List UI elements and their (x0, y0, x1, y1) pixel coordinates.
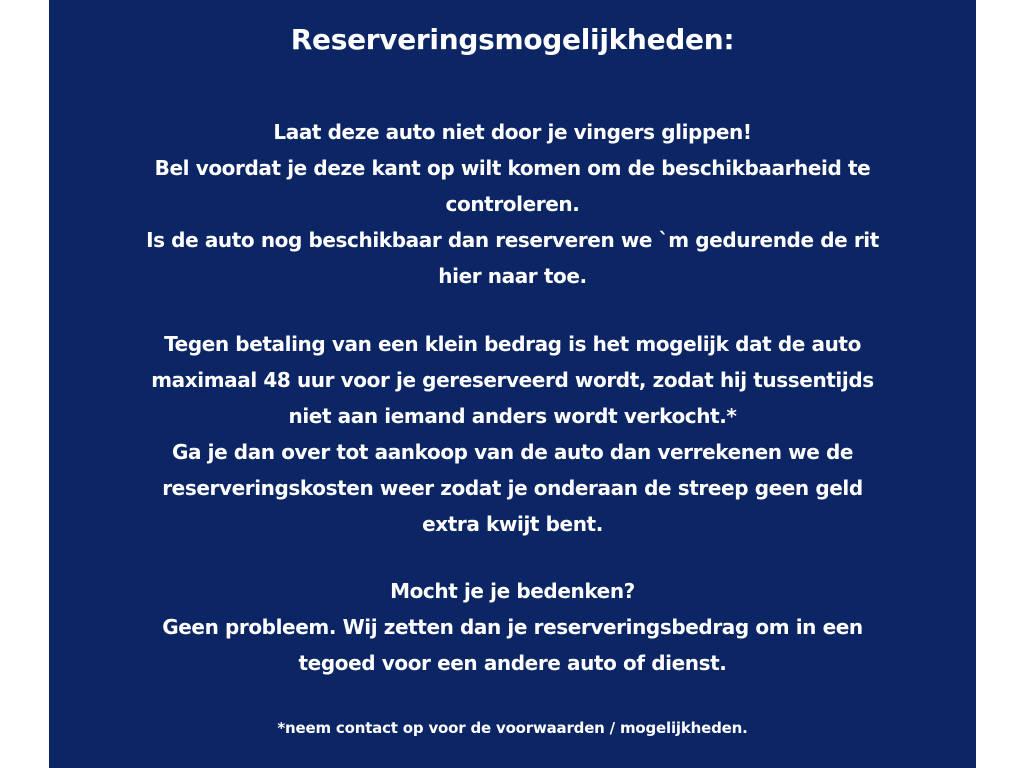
reservation-fee-paragraph (89, 326, 936, 542)
text-line: extra kwijt bent. (422, 512, 603, 536)
text-line: maximaal 48 uur voor je gereserveerd wordt, zodat hij tussentijds (151, 368, 874, 392)
text-line: Laat deze auto niet door je vingers glippen! (273, 120, 752, 144)
footnote: *neem contact op voor de voorwaarden / mogelijkheden. (277, 719, 748, 737)
change-of-mind-paragraph (89, 573, 936, 681)
text-line: niet aan iemand anders wordt verkocht.* (288, 404, 737, 428)
text-line: Bel voordat je deze kant op wilt komen om de beschikbaarheid te (154, 156, 871, 180)
text-line: Tegen betaling van een klein bedrag is het mogelijk dat de auto (164, 332, 861, 356)
text-line: hier naar toe. (438, 264, 587, 288)
text-line: Mocht je je bedenken? (390, 579, 635, 603)
availability-paragraph (89, 114, 936, 294)
text-line: controleren. (445, 192, 580, 216)
text-line: Geen probleem. Wij zetten dan je reserveringsbedrag om in een (162, 615, 863, 639)
text-line: Ga je dan over tot aankoop van de auto dan verrekenen we de (171, 440, 854, 464)
text-line: Is de auto nog beschikbaar dan reserveren we `m gedurende de rit (146, 228, 879, 252)
page-title: Reserveringsmogelijkheden: (290, 23, 735, 56)
text-line: tegoed voor een andere auto of dienst. (298, 651, 727, 675)
text-line: reserveringskosten weer zodat je onderaan de streep geen geld (162, 476, 863, 500)
reservation-info-panel (49, 0, 976, 768)
